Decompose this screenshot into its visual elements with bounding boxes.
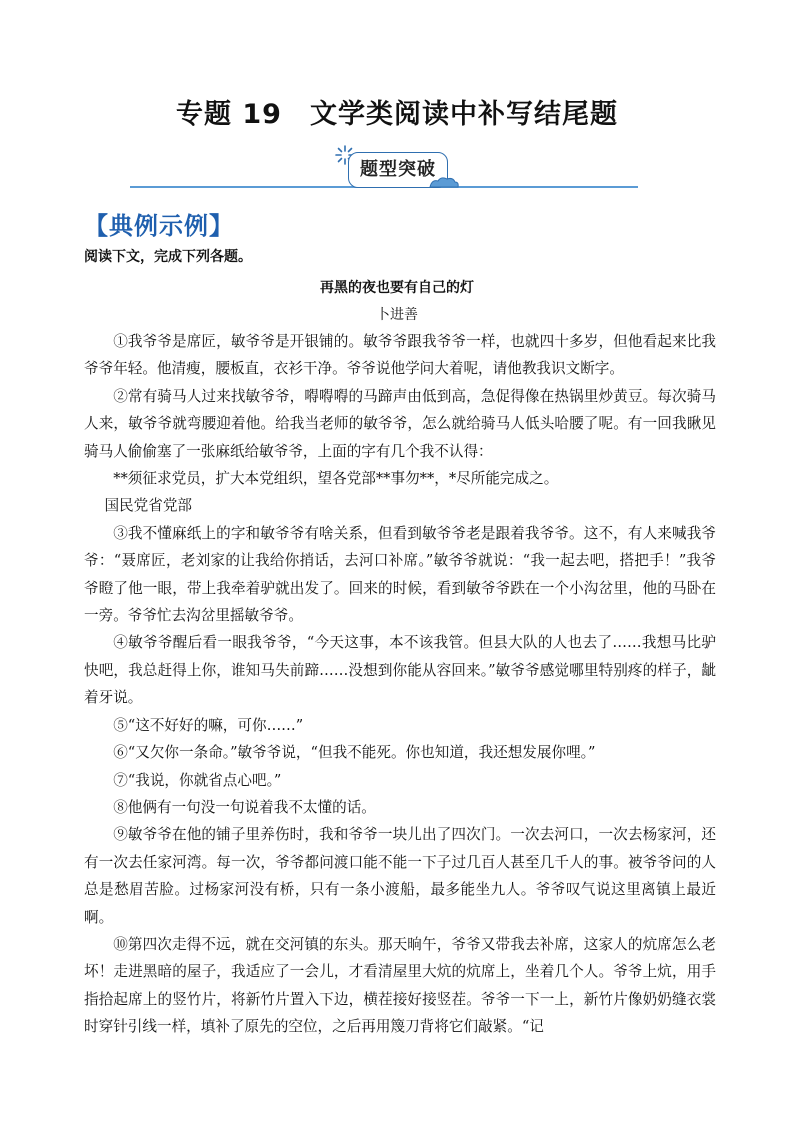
article-body xyxy=(84,328,716,1041)
paragraph: **须征求党员，扩大本党组织，望各党部**事勿**，*尽所能完成之。 xyxy=(113,470,559,488)
paragraph: ⑨敏爷爷在他的铺子里养伤时，我和爷爷一块儿出了四次门。一次去河口，一次去杨家河，还有一次去任家河湾。每一次，爷爷都问渡口能不能一下子过几百人甚至几千人的事。被爷爷问的人总是愁眉苦脸。过杨家河没有桥，只有一条小渡船，最多能坐九人。爷爷叹气说这里离镇上最近啊。 xyxy=(84,826,716,926)
paragraph: ⑩第四次走得不远，就在交河镇的东头。那天晌午，爷爷又带我去补席，这家人的炕席怎么老坏！走进黑暗的屋子，我适应了一会儿，才看清屋里大炕的炕席上，坐着几个人。爷爷上炕，用手指拾起席上的竖竹片，将新竹片置入下边，横茬接好接竖茬。爷爷一下一上，新竹片像奶奶缝衣裳时穿针引线一样，填补了原先的空位，之后再用篾刀背将它们敲紧。“记 xyxy=(84,935,716,1036)
article-title: 再黑的夜也要有自己的灯 xyxy=(320,280,474,296)
paragraph: ③我不懂麻纸上的字和敏爷爷有啥关系，但看到敏爷爷老是跟着我爷爷。这不，有人来喊我爷爷：“聂席匠，老刘家的让我给你捎话，去河口补席。”敏爷爷就说：“我一起去吧，搭把手！”我爷爷瞪了他一眼，带上我牵着驴就出发了。回来的时候，看到敏爷爷跌在一个小沟岔里，他的马卧在一旁。爷爷忙去沟岔里摇敏爷爷。 xyxy=(84,524,716,625)
page-title: 专题 19 文学类阅读中补写结尾题 xyxy=(176,99,618,130)
paragraph: ⑦“我说，你就省点心吧。” xyxy=(113,771,282,789)
paragraph: ⑥“又欠你一条命。”敏爷爷说，“但我不能死。你也知道，我还想发展你哩。” xyxy=(113,744,596,762)
paragraph: ⑤“这不好好的嘛，可你……” xyxy=(113,716,304,734)
paragraph: ④敏爷爷醒后看一眼我爷爷，“今天这事，本不该我管。但县大队的人也去了……我想马比驴快吧，我总赶得上你，谁知马失前蹄……没想到你能从容回来。”敏爷爷感觉哪里特别疼的样子，龇着牙说。 xyxy=(84,634,716,707)
topic-tag: 题型突破 xyxy=(348,152,448,188)
paragraph: ②常有骑马人过来找敏爷爷，嘚嘚嘚的马蹄声由低到高，急促得像在热锅里炒黄豆。每次骑马人来，敏爷爷就弯腰迎着他。给我当老师的敏爷爷，怎么就给骑马人低头哈腰了呢。有一回我瞅见骑马人偷偷塞了一张麻纸给敏爷爷，上面的字有几个我不认得： xyxy=(84,387,716,460)
paragraph: ⑧他俩有一句没一句说着我不太懂的话。 xyxy=(113,798,376,816)
paragraph: ①我爷爷是席匠，敏爷爷是开银铺的。敏爷爷跟我爷爷一样，也就四十多岁，但他看起来比我爷爷年轻。他清瘦，腰板直，衣衫干净。爷爷说他学问大着呢，请他教我识文断字。 xyxy=(84,333,716,378)
cloud-cap-icon xyxy=(428,176,460,188)
paragraph: 国民党省党部 xyxy=(104,497,193,515)
instruction-text: 阅读下文，完成下列各题。 xyxy=(84,249,252,265)
article-author: 卜进善 xyxy=(376,307,418,323)
section-heading: 【典例示例】 xyxy=(84,211,234,240)
topic-banner xyxy=(130,140,640,200)
